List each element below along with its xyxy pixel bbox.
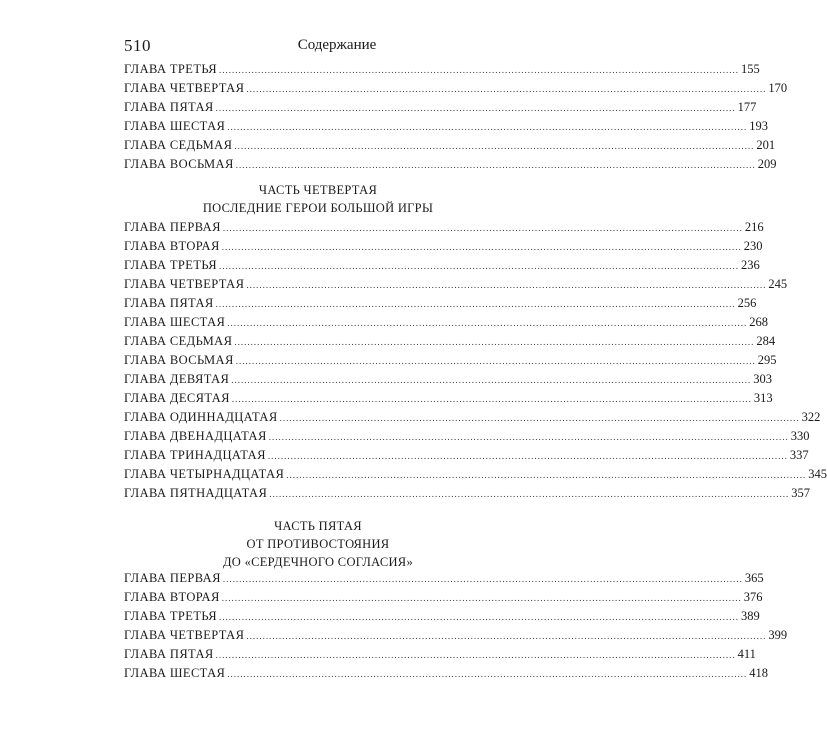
- page-ref: 399: [768, 628, 788, 642]
- page-ref: 337: [789, 448, 809, 462]
- chapter-title: ГЛАВА ПЯТАЯ: [124, 296, 214, 310]
- chapter-title: ГЛАВА СЕДЬМАЯ: [124, 138, 233, 152]
- toc-entry[interactable]: [124, 465, 827, 484]
- leader-dots: ................................................................................................................................................................: [235, 356, 756, 366]
- toc-entry[interactable]: [124, 484, 810, 503]
- toc-entry[interactable]: [124, 313, 769, 332]
- chapter-title: ГЛАВА ДЕВЯТАЯ: [124, 372, 230, 386]
- page-ref: 268: [749, 315, 769, 329]
- page-header: [124, 36, 512, 56]
- page-ref: 155: [741, 62, 760, 76]
- leader-dots: ................................................................................................................................................................: [246, 280, 767, 290]
- leader-dots: ................................................................................................................................................................: [215, 299, 736, 309]
- toc-list-part4: [124, 218, 827, 503]
- leader-dots: ................................................................................................................................................................: [235, 160, 756, 170]
- page-ref: 330: [790, 429, 810, 443]
- part-heading: ЧАСТЬ ЧЕТВЕРТАЯ: [258, 183, 378, 197]
- page-ref: 389: [741, 609, 760, 623]
- chapter-title: ГЛАВА ДЕСЯТАЯ: [124, 391, 230, 405]
- page-ref: 313: [753, 391, 773, 405]
- toc-entry[interactable]: [124, 275, 788, 294]
- chapter-title: ГЛАВА ЧЕТВЕРТАЯ: [124, 277, 245, 291]
- chapter-title: ГЛАВА ШЕСТАЯ: [124, 119, 226, 133]
- chapter-title: ГЛАВА ЧЕТВЕРТАЯ: [124, 628, 245, 642]
- chapter-title: ГЛАВА ДВЕНАДЦАТАЯ: [124, 429, 267, 443]
- leader-dots: ................................................................................................................................................................: [227, 669, 748, 679]
- toc-entry[interactable]: [124, 218, 764, 237]
- leader-dots: ................................................................................................................................................................: [246, 84, 767, 94]
- chapter-title: ГЛАВА ТРИНАДЦАТАЯ: [124, 448, 266, 462]
- toc-entry[interactable]: [124, 155, 777, 174]
- page-ref: 256: [737, 296, 757, 310]
- toc-entry[interactable]: [124, 256, 760, 275]
- chapter-title: ГЛАВА ЧЕТВЕРТАЯ: [124, 81, 245, 95]
- toc-entry[interactable]: [124, 569, 764, 588]
- part-subtitle-line1: ОТ ПРОТИВОСТОЯНИЯ: [246, 537, 390, 551]
- page-ref: 411: [737, 647, 756, 661]
- chapter-title: ГЛАВА ШЕСТАЯ: [124, 666, 226, 680]
- leader-dots: ................................................................................................................................................................: [234, 141, 755, 151]
- page-ref: 345: [808, 467, 827, 481]
- chapter-title: ГЛАВА ПЕРВАЯ: [124, 220, 221, 234]
- chapter-title: ГЛАВА ВОСЬМАЯ: [124, 157, 234, 171]
- page-ref: 284: [756, 334, 776, 348]
- toc-entry[interactable]: [124, 98, 757, 117]
- leader-dots: ................................................................................................................................................................: [219, 261, 740, 271]
- leader-dots: ................................................................................................................................................................: [215, 103, 736, 113]
- chapter-title: ГЛАВА ШЕСТАЯ: [124, 315, 226, 329]
- toc-entry[interactable]: [124, 60, 760, 79]
- leader-dots: ................................................................................................................................................................: [234, 337, 755, 347]
- leader-dots: ................................................................................................................................................................: [268, 432, 789, 442]
- page-ref: 177: [737, 100, 757, 114]
- page-ref: 209: [757, 157, 777, 171]
- running-title: Содержание: [297, 37, 377, 53]
- toc-entry[interactable]: [124, 588, 763, 607]
- toc-entry[interactable]: [124, 427, 810, 446]
- leader-dots: ................................................................................................................................................................: [267, 451, 788, 461]
- leader-dots: ................................................................................................................................................................: [219, 65, 740, 75]
- chapter-title: ГЛАВА ТРЕТЬЯ: [124, 609, 218, 623]
- page-number: 510: [124, 36, 151, 55]
- leader-dots: ................................................................................................................................................................: [222, 223, 743, 233]
- page-ref: 170: [768, 81, 788, 95]
- toc-entry[interactable]: [124, 351, 777, 370]
- chapter-title: ГЛАВА ВТОРАЯ: [124, 590, 220, 604]
- page-ref: 216: [744, 220, 764, 234]
- leader-dots: ................................................................................................................................................................: [227, 122, 748, 132]
- page-ref: 201: [756, 138, 776, 152]
- toc-entry[interactable]: [124, 664, 769, 683]
- toc-entry[interactable]: [124, 370, 773, 389]
- chapter-title: ГЛАВА ТРЕТЬЯ: [124, 258, 218, 272]
- toc-list-part3: [124, 60, 788, 174]
- leader-dots: ................................................................................................................................................................: [219, 612, 740, 622]
- page-ref: 418: [749, 666, 769, 680]
- toc-entry[interactable]: [124, 645, 756, 664]
- part5-heading-block: [124, 517, 512, 571]
- page-ref: 295: [757, 353, 777, 367]
- leader-dots: ................................................................................................................................................................: [231, 375, 752, 385]
- leader-dots: ................................................................................................................................................................: [215, 650, 736, 660]
- chapter-title: ГЛАВА ПЯТАЯ: [124, 647, 214, 661]
- page-ref: 236: [741, 258, 760, 272]
- page-ref: 357: [791, 486, 810, 500]
- toc-list-part5: [124, 569, 788, 683]
- toc-entry[interactable]: [124, 237, 763, 256]
- leader-dots: ................................................................................................................................................................: [221, 593, 742, 603]
- page-ref: 376: [743, 590, 763, 604]
- chapter-title: ГЛАВА ПЯТНАДЦАТАЯ: [124, 486, 268, 500]
- part-subtitle-line2: ДО «СЕРДЕЧНОГО СОГЛАСИЯ»: [222, 555, 413, 569]
- toc-entry[interactable]: [124, 294, 757, 313]
- chapter-title: ГЛАВА ТРЕТЬЯ: [124, 62, 218, 76]
- toc-entry[interactable]: [124, 626, 788, 645]
- leader-dots: ................................................................................................................................................................: [231, 394, 752, 404]
- leader-dots: ................................................................................................................................................................: [286, 470, 807, 480]
- toc-entry[interactable]: [124, 332, 776, 351]
- toc-entry[interactable]: [124, 446, 809, 465]
- page-ref: 230: [743, 239, 763, 253]
- page-ref: 245: [768, 277, 788, 291]
- chapter-title: ГЛАВА ВТОРАЯ: [124, 239, 220, 253]
- toc-entry[interactable]: [124, 117, 769, 136]
- leader-dots: ................................................................................................................................................................: [269, 489, 790, 499]
- page-ref: 303: [753, 372, 773, 386]
- toc-entry[interactable]: [124, 79, 788, 98]
- chapter-title: ГЛАВА СЕДЬМАЯ: [124, 334, 233, 348]
- toc-entry[interactable]: [124, 136, 776, 155]
- leader-dots: ................................................................................................................................................................: [246, 631, 767, 641]
- page-ref: 365: [744, 571, 764, 585]
- toc-entry[interactable]: [124, 607, 760, 626]
- chapter-title: ГЛАВА ЧЕТЫРНАДЦАТАЯ: [124, 467, 285, 481]
- leader-dots: ................................................................................................................................................................: [227, 318, 748, 328]
- page-ref: 193: [749, 119, 769, 133]
- chapter-title: ГЛАВА ПЕРВАЯ: [124, 571, 221, 585]
- leader-dots: ................................................................................................................................................................: [222, 574, 743, 584]
- toc-entry[interactable]: [124, 408, 821, 427]
- part4-heading-block: [124, 181, 512, 217]
- chapter-title: ГЛАВА ОДИННАДЦАТАЯ: [124, 410, 278, 424]
- part-heading: ЧАСТЬ ПЯТАЯ: [274, 519, 362, 533]
- toc-entry[interactable]: [124, 389, 773, 408]
- chapter-title: ГЛАВА ВОСЬМАЯ: [124, 353, 234, 367]
- leader-dots: ................................................................................................................................................................: [221, 242, 742, 252]
- leader-dots: ................................................................................................................................................................: [279, 413, 800, 423]
- part-subtitle: ПОСЛЕДНИЕ ГЕРОИ БОЛЬШОЙ ИГРЫ: [202, 201, 434, 215]
- chapter-title: ГЛАВА ПЯТАЯ: [124, 100, 214, 114]
- page-ref: 322: [801, 410, 821, 424]
